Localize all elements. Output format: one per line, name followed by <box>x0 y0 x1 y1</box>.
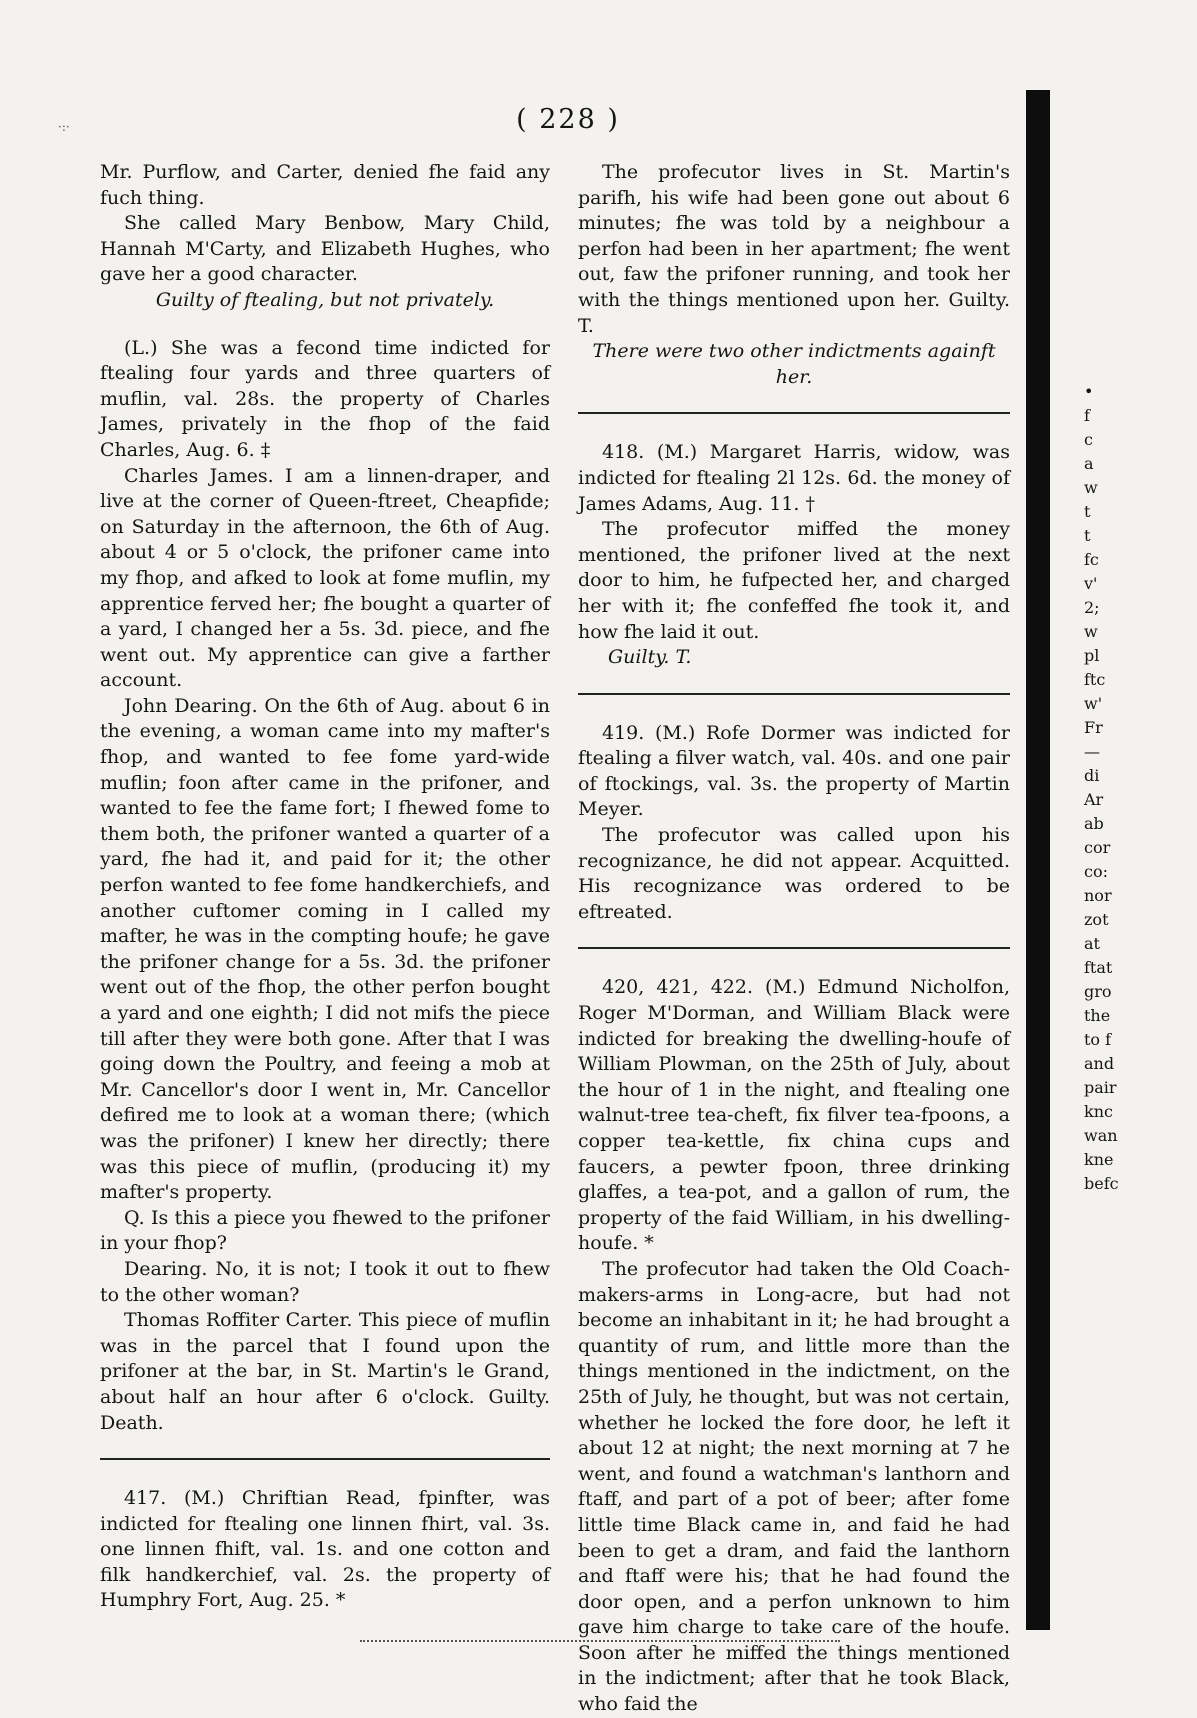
body-paragraph: (L.) She was a fecond time indicted for ftealing four yards and three quarters of muflin, val. 28s. the property of Charles James, privately in the fhop of the faid Charles, Aug. 6. ‡ <box>100 336 550 461</box>
edge-fragment: co: <box>1084 862 1108 881</box>
edge-fragment: t <box>1084 502 1091 521</box>
edge-fragment: f <box>1084 406 1090 425</box>
edge-fragment: and <box>1084 1054 1115 1073</box>
edge-fragment: t <box>1084 526 1091 545</box>
edge-fragment: — <box>1084 742 1100 761</box>
body-paragraph: The profecutor had taken the Old Coach-makers-arms in Long-acre, but had not become an inhabitant in it; he had brought a quantity of rum, and little more than the things mentioned in the indictment, on the 25th of July, he thought, but was not certain, whether he locked the fore door, he left it about 12 at night; the next morning at 7 he went, and found a watchman's lanthorn and ftaff, and part of a pot of beer; after fome little time Black came in, and faid he had been to get a dram, and faid the lanthorn and ftaff were his; that he had found the door open, and a perfon unknown to him gave him charge to take care of the houfe. Soon after he miffed the things mentioned in the indictment; after that he took Black, who faid the <box>578 1257 1010 1716</box>
edge-fragment: kne <box>1084 1150 1114 1169</box>
edge-fragment: w <box>1084 478 1098 497</box>
edge-fragment: Ar <box>1084 790 1104 809</box>
body-paragraph: Dearing. No, it is not; I took it out to fhew to the other woman? <box>100 1257 550 1306</box>
paragraph-spacer <box>100 314 550 336</box>
edge-fragment: fc <box>1084 550 1099 569</box>
section-divider <box>578 693 1010 695</box>
edge-fragment: knc <box>1084 1102 1113 1121</box>
body-paragraph: 417. (M.) Chriftian Read, fpinfter, was indicted for ftealing one linnen fhirt, val. 3s. one linnen fhift, val. 1s. and one cotton and filk handkerchief, val. 2s. the property of Humphry Fort, Aug. 25. * <box>100 1487 550 1612</box>
verdict-line: Guilty of ftealing, but not privately. <box>155 288 495 311</box>
edge-fragment: ftat <box>1084 958 1113 977</box>
section-divider <box>578 412 1010 414</box>
edge-fragment: ftc <box>1084 670 1106 689</box>
edge-fragment: pl <box>1084 646 1100 665</box>
body-paragraph: 420, 421, 422. (M.) Edmund Nicholfon, Roger M'Dorman, and William Black were indicted for breaking the dwelling-houfe of William Plowman, on the 25th of July, about the hour of 1 in the night, and ftealing one walnut-tree tea-cheft, fix filver tea-fpoons, a copper tea-kettle, fix china cups and faucers, a pewter fpoon, three drinking glaffes, a tea-pot, and a gallon of rum, the property of the faid William, in his dwelling-houfe. * <box>578 976 1010 1255</box>
edge-fragment: nor <box>1084 886 1112 905</box>
body-paragraph: Thomas Roffiter Carter. This piece of muflin was in the parcel that I found upon the prifoner at the bar, in St. Martin's le Grand, about half an hour after 6 o'clock. Guilty. Death. <box>100 1309 550 1434</box>
edge-fragment: • <box>1084 382 1094 401</box>
edge-fragment: wan <box>1084 1126 1118 1145</box>
body-paragraph: Mr. Purflow, and Carter, denied fhe faid any fuch thing. <box>100 161 550 209</box>
margin-smudge: ·:· <box>58 120 70 134</box>
edge-fragment: the <box>1084 1006 1111 1025</box>
body-paragraph: The profecutor was called upon his recognizance, he did not appear. Acquitted. His recognizance was ordered to be eftreated. <box>578 824 1010 923</box>
edge-fragment: a <box>1084 454 1094 473</box>
body-paragraph: John Dearing. On the 6th of Aug. about 6 in the evening, a woman came into my mafter's fhop, and wanted to fee fome yard-wide muflin; foon after came in the prifoner, and wanted to fee the fame fort; I fhewed fome to them both, the prifoner wanted a quarter of a yard, fhe had it, and paid for it; the other perfon wanted to fee fome handkerchiefs, and another cuftomer coming in I called my mafter, he was in the compting houfe; he gave the prifoner change for a 5s. 3d. the prifoner went out of the fhop, the other perfon bought a yard and one eighth; I did not mifs the piece till after they were both gone. After that I was going down the Poultry, and feeing a mob at Mr. Cancellor's door I went in, Mr. Cancellor defired me to look at a woman there; (which was the prifoner) I knew her directly; there was this piece of muflin, (producing it) my mafter's property. <box>100 694 550 1204</box>
binding-shadow <box>1026 90 1050 1630</box>
body-paragraph: The profecutor miffed the money mentioned, the prifoner lived at the next door to him, he fufpected her, and charged her with it; fhe confeffed fhe took it, and how fhe laid it out. <box>578 518 1010 643</box>
verdict-line: There were two other indictments againft her. <box>592 340 996 388</box>
body-paragraph: The profecutor lives in St. Martin's parifh, his wife had been gone out about 6 minutes; fhe was told by a neighbour a perfon had been in her apartment; fhe went out, faw the prifoner running, and took her with the things mentioned upon her. Guilty. T. <box>578 161 1010 337</box>
edge-fragment: befc <box>1084 1174 1119 1193</box>
edge-fragment: at <box>1084 934 1100 953</box>
edge-fragment: Fr <box>1084 718 1103 737</box>
bottom-scan-noise <box>360 1640 840 1642</box>
body-paragraph: 418. (M.) Margaret Harris, widow, was indicted for ftealing 2l 12s. 6d. the money of James Adams, Aug. 11. † <box>578 441 1010 515</box>
edge-fragment: to f <box>1084 1030 1112 1049</box>
edge-fragment: ab <box>1084 814 1104 833</box>
edge-fragment: pair <box>1084 1078 1117 1097</box>
edge-fragment: cor <box>1084 838 1111 857</box>
edge-fragment: w <box>1084 622 1098 641</box>
body-paragraph: Q. Is this a piece you fhewed to the prifoner in your fhop? <box>100 1206 550 1255</box>
page-number: ( 228 ) <box>516 104 620 135</box>
section-divider <box>100 1458 550 1460</box>
edge-fragment: w' <box>1084 694 1103 713</box>
left-column <box>100 160 550 1614</box>
next-page-edge <box>1084 380 1144 1196</box>
verdict-line: Guilty. T. <box>608 646 692 669</box>
right-column <box>578 160 1010 1718</box>
edge-fragment: zot <box>1084 910 1109 929</box>
body-paragraph: Charles James. I am a linnen-draper, and live at the corner of Queen-ftreet, Cheapfide; on Saturday in the afternoon, the 6th of Aug. about 4 or 5 o'clock, the prifoner came into my fhop, and afked to look at fome muflin, my apprentice ferved her; fhe bought a quarter of a yard, I changed her a 5s. 3d. piece, and fhe went out. My apprentice can give a farther account. <box>100 464 550 692</box>
body-paragraph: 419. (M.) Rofe Dormer was indicted for ftealing a filver watch, val. 40s. and one pair of ftockings, val. 3s. the property of Martin Meyer. <box>578 721 1010 821</box>
edge-fragment: 2; <box>1084 598 1100 617</box>
edge-fragment: di <box>1084 766 1100 785</box>
section-divider <box>578 947 1010 949</box>
body-paragraph: She called Mary Benbow, Mary Child, Hannah M'Carty, and Elizabeth Hughes, who gave her a good character. <box>100 212 550 286</box>
edge-fragment: gro <box>1084 982 1112 1001</box>
edge-fragment: c <box>1084 430 1093 449</box>
edge-fragment: v' <box>1084 574 1098 593</box>
